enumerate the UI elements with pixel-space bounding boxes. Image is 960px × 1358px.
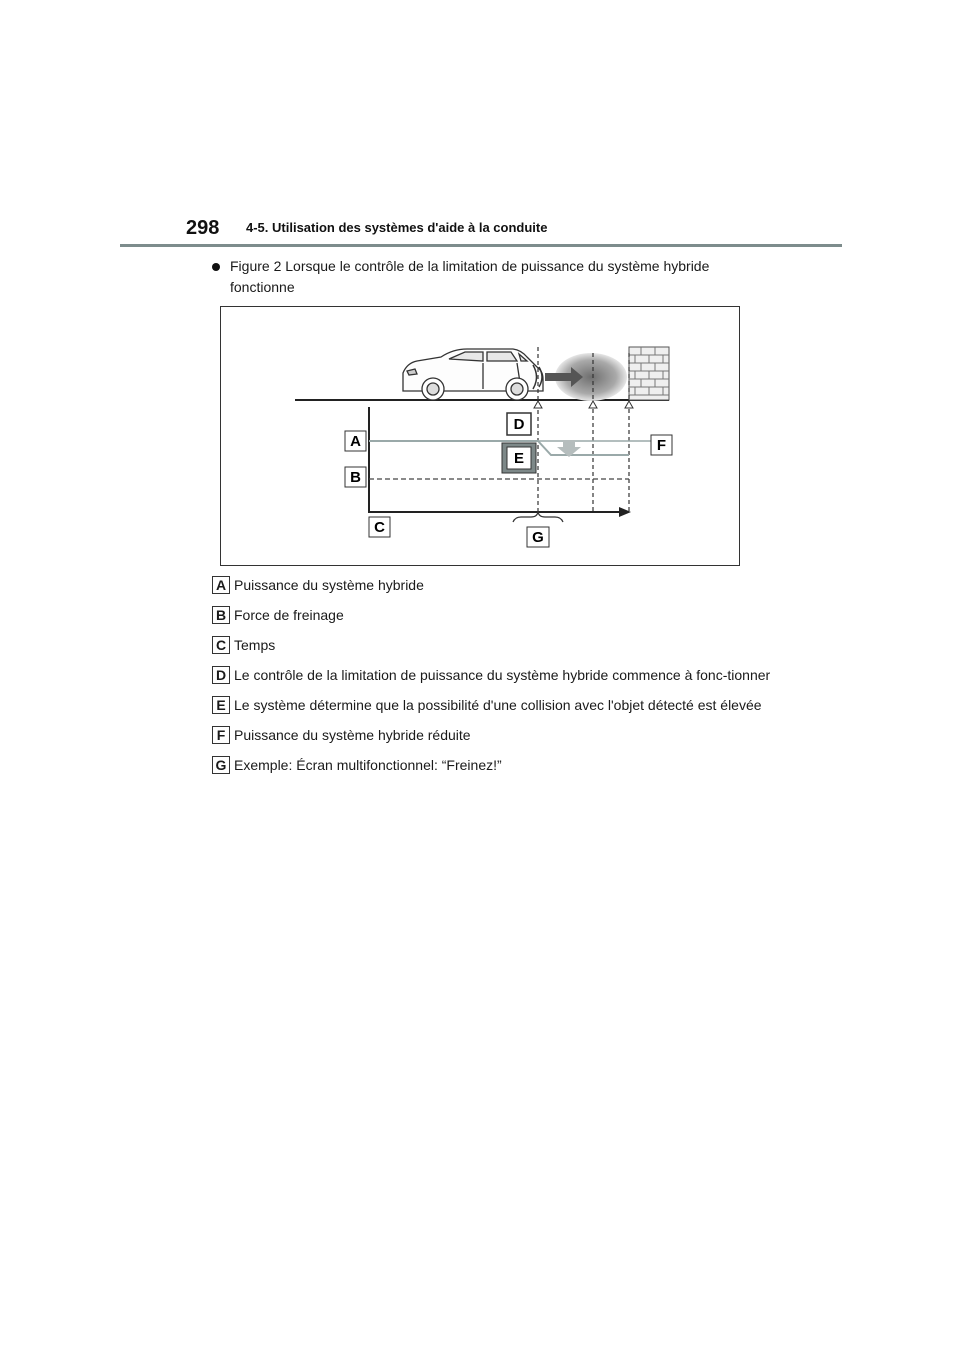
legend-key: B — [212, 606, 230, 624]
header-rule — [120, 244, 842, 247]
legend-item — [212, 604, 772, 626]
legend-text: Puissance du système hybride réduite — [234, 727, 471, 743]
page-number: 298 — [186, 217, 220, 239]
label-g — [527, 527, 549, 547]
hybrid-power-line — [369, 441, 629, 455]
label-e — [502, 443, 536, 473]
label-d — [507, 413, 531, 435]
legend-text: Temps — [234, 637, 276, 653]
car-icon — [403, 349, 543, 400]
legend-text: Force de freinage — [234, 607, 344, 623]
svg-text:D: D — [513, 416, 525, 433]
time-marker-triangles — [534, 401, 633, 408]
legend-key: A — [212, 576, 230, 594]
legend-text: Le système détermine que la possibilité d'une collision avec l'objet détecté est élevée — [234, 697, 762, 713]
legend-item — [212, 754, 772, 776]
legend — [212, 574, 772, 784]
legend-key: C — [212, 636, 230, 654]
legend-item — [212, 724, 772, 746]
legend-key: G — [212, 756, 230, 774]
legend-item — [212, 664, 772, 686]
intro-bullet — [212, 256, 752, 298]
figure-illustration — [221, 307, 741, 567]
figure-frame — [220, 306, 740, 566]
bullet-dot-icon — [212, 263, 220, 271]
svg-text:E: E — [513, 450, 525, 467]
svg-text:B: B — [350, 469, 361, 486]
intro-bullet-text: Figure 2 Lorsque le contrôle de la limitation de puissance du système hybride fonctionne — [230, 258, 710, 295]
svg-text:G: G — [532, 529, 544, 546]
page-header — [0, 0, 960, 250]
legend-key: F — [212, 726, 230, 744]
svg-text:C: C — [374, 519, 385, 536]
g-bracket — [513, 512, 563, 522]
legend-item — [212, 574, 772, 596]
legend-item — [212, 634, 772, 656]
brick-wall-icon — [629, 347, 669, 400]
svg-text:A: A — [350, 433, 361, 450]
label-c — [369, 517, 390, 537]
legend-text: Exemple: Écran multifonctionnel: “Freinez!” — [234, 757, 502, 773]
legend-key: E — [212, 696, 230, 714]
legend-key: D — [212, 666, 230, 684]
label-a — [345, 431, 366, 451]
legend-text: Puissance du système hybride — [234, 577, 424, 593]
svg-text:F: F — [656, 437, 667, 454]
legend-item — [212, 694, 772, 716]
label-f — [651, 435, 672, 455]
section-title: 4-5. Utilisation des systèmes d'aide à la conduite — [246, 220, 548, 235]
label-b — [345, 467, 366, 487]
legend-text: Le contrôle de la limitation de puissance du système hybride commence à fonc-tionner — [234, 667, 771, 683]
